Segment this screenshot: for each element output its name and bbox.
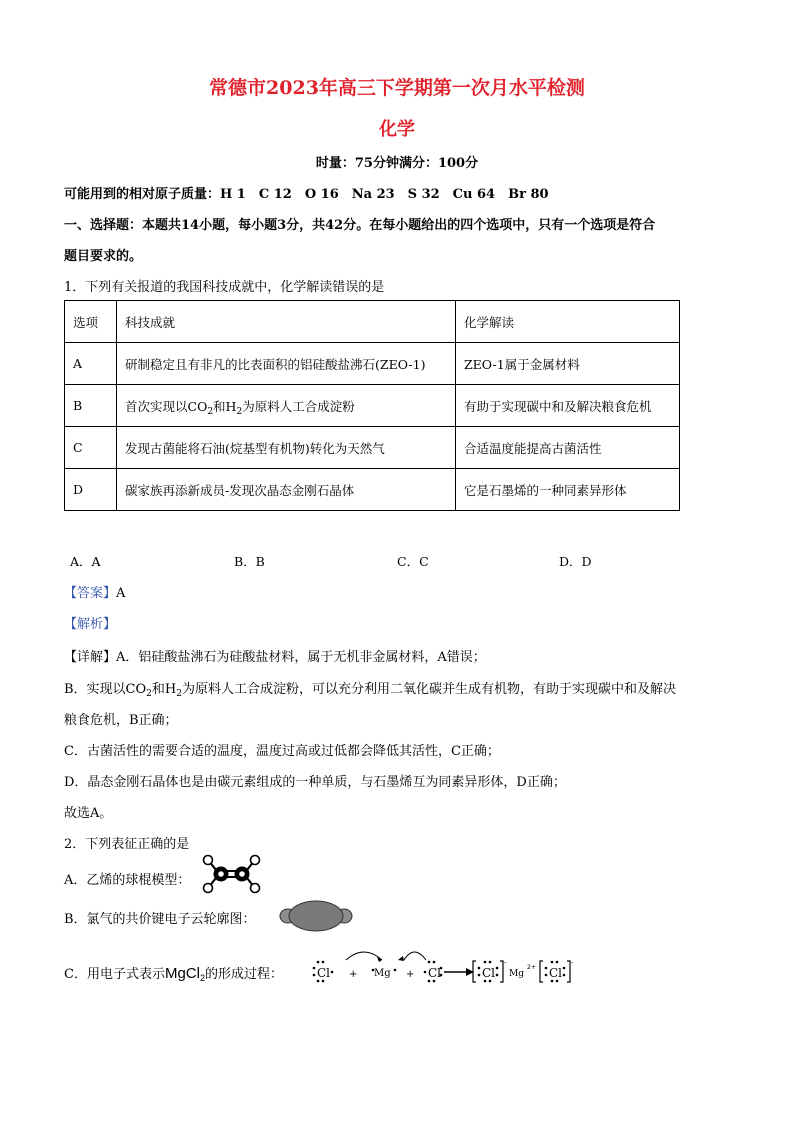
table-header-cell: 选项 (65, 301, 117, 343)
mgcl2-formula (165, 965, 205, 982)
text: 首次实现以CO (125, 398, 208, 414)
lewis-cl-product-2: Cl (549, 966, 563, 980)
choice-a[interactable]: A．A (70, 554, 101, 569)
section-heading-line1: 一、选择题：本题共14小题，每小题3分，共42分。在每小题给出的四个选项中，只有一个选项是符合 (64, 218, 656, 233)
table-cell-option: C (65, 427, 117, 469)
table-row (65, 427, 680, 469)
electron-cloud-icon (278, 898, 354, 934)
text: 和H (213, 398, 237, 414)
table-cell-option: D (65, 469, 117, 511)
table-row (65, 385, 680, 427)
table-row (65, 343, 680, 385)
q2-option-c[interactable] (64, 963, 283, 982)
text: B．实现以CO (64, 682, 147, 697)
arrow-head-icon (398, 956, 404, 961)
lewis-cl-1: Cl (317, 966, 331, 980)
text: 和H (151, 682, 177, 697)
lewis-mg-ion: Mg (509, 969, 524, 979)
conclusion: 故选A。 (64, 806, 113, 821)
analysis-tag: 【解析】 (64, 617, 117, 632)
section-heading-line2: 题目要求的。 (64, 249, 143, 264)
answer-line (64, 582, 125, 601)
detail-tag: 【详解】 (64, 650, 117, 665)
subscript: 2 (236, 406, 243, 417)
table-row (65, 469, 680, 511)
subscript: 2 (207, 406, 214, 417)
table-cell-achievement: 发现古菌能将石油(烷基型有机物)转化为天然气 (117, 427, 456, 469)
table-cell-achievement: 碳家族再添新成员-发现次晶态金刚石晶体 (117, 469, 456, 511)
q1-table (64, 300, 680, 511)
table-header-row (65, 301, 680, 343)
table-cell-interpretation: 合适温度能提高古菌活性 (456, 427, 680, 469)
q2-stem: 2．下列表征正确的是 (64, 837, 190, 852)
lewis-cl-2: Cl (428, 966, 442, 980)
detail-c: C．古菌活性的需要合适的温度，温度过高或过低都会降低其活性，C正确； (64, 744, 500, 759)
lewis-mg-charge: 2+ (527, 964, 536, 971)
lewis-mg: Mg (374, 968, 391, 979)
lewis-plus-1: + (349, 969, 358, 980)
text: 的形成过程： (204, 967, 283, 982)
atomic-masses: 可能用到的相对原子质量：H 1 C 12 O 16 Na 23 S 32 Cu 64 Br 80 (64, 187, 549, 202)
time-score: 时量：75分钟满分：100分 (315, 156, 479, 171)
text: C．用电子式表示 (64, 967, 165, 982)
q2-option-b[interactable]: B．氯气的共价键电子云轮廓图： (64, 912, 256, 927)
table-cell-interpretation: 有助于实现碳中和及解决粮食危机 (456, 385, 680, 427)
choice-c[interactable]: C．C (397, 554, 429, 569)
table-header-cell: 科技成就 (117, 301, 456, 343)
detail-a (64, 646, 486, 665)
text: A．铝硅酸盐沸石为硅酸盐材料，属于无机非金属材料，A错误； (116, 650, 486, 665)
text: MgCl (164, 965, 200, 982)
subject-title: 化学 (379, 119, 415, 140)
q2-option-a[interactable]: A．乙烯的球棍模型： (64, 873, 191, 888)
answer-tag: 【答案】 (64, 586, 117, 601)
detail-b (64, 678, 676, 697)
lewis-plus-2: + (406, 969, 415, 980)
lewis-diagram (308, 946, 578, 986)
subscript: 2 (199, 973, 205, 983)
subscript: 2 (176, 689, 182, 699)
text: 为原料人工合成淀粉 (242, 398, 355, 414)
page-title: 常德市2023年高三下学期第一次月水平检测 (209, 77, 585, 99)
subscript: 2 (146, 689, 152, 699)
answer-value: A (116, 586, 126, 601)
choice-d[interactable]: D．D (559, 554, 592, 569)
ethylene-ball-stick-model-icon (196, 852, 270, 896)
table-cell-option: B (65, 385, 117, 427)
text: 为原料人工合成淀粉，可以充分利用二氧化碳并生成有机物，有助于实现碳中和及解决 (181, 682, 676, 697)
lewis-cl-charge-2: - (571, 959, 574, 967)
q1-stem: 1．下列有关报道的我国科技成就中，化学解读错误的是 (64, 280, 385, 295)
table-cell-interpretation: 它是石墨烯的一种同素异形体 (456, 469, 680, 511)
detail-d: D．晶态金刚石晶体也是由碳元素组成的一种单质，与石墨烯互为同素异形体，D正确； (64, 775, 566, 790)
table-cell-achievement: 研制稳定且有非凡的比表面积的铝硅酸盐沸石(ZEO-1) (117, 343, 456, 385)
table-cell-interpretation: ZEO-1属于金属材料 (456, 343, 680, 385)
detail-b-line2: 粮食危机，B正确； (64, 713, 178, 728)
table-cell-achievement (117, 385, 456, 427)
choice-b[interactable]: B．B (234, 554, 265, 569)
table-cell-option: A (65, 343, 117, 385)
lewis-cl-charge-1: - (504, 959, 507, 967)
table-header-cell: 化学解读 (456, 301, 680, 343)
lewis-cl-product-1: Cl (482, 966, 496, 980)
